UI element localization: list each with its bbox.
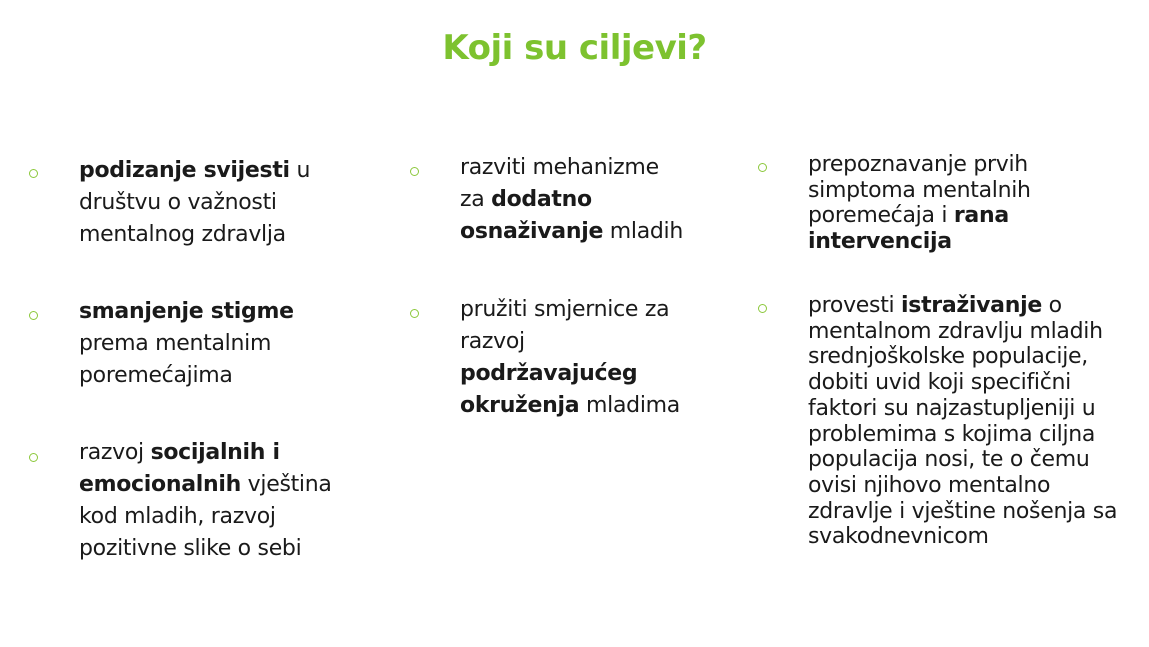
bold-text-run: okruženja	[460, 393, 580, 418]
bullet-circle-icon	[29, 453, 38, 462]
item-text-line	[460, 152, 683, 184]
bold-text-run: istraživanje	[901, 293, 1042, 318]
item-text-line	[808, 293, 1117, 319]
text-run: mladih	[603, 219, 684, 244]
bullet-circle-icon	[410, 167, 419, 176]
text-run: za	[460, 187, 492, 212]
text-run: prepoznavanje prvih	[808, 152, 1028, 177]
text-run: prema mentalnim	[79, 331, 272, 356]
text-run: zdravlje i vještine nošenja sa	[808, 498, 1118, 524]
bullet-circle-icon	[758, 163, 767, 172]
item-text-line	[808, 422, 1117, 448]
bullet-circle-icon	[410, 309, 419, 318]
bullet-circle-icon	[29, 169, 38, 178]
bold-text-run: socijalnih i	[150, 440, 280, 465]
text-run: vještina	[240, 472, 332, 497]
item-text-line	[79, 533, 332, 565]
text-run: u	[289, 158, 311, 183]
text-run: mladima	[579, 393, 680, 418]
item-text-line	[79, 296, 294, 328]
text-run: dobiti uvid koji specifični	[808, 370, 1071, 396]
bold-text-run: podizanje svijesti	[79, 158, 290, 183]
item-text-line	[79, 219, 310, 251]
bold-text-run: podržavajućeg	[460, 361, 638, 386]
item-text-line	[808, 473, 1117, 499]
bold-text-run: intervencija	[808, 229, 952, 255]
text-run: ovisi njihovo mentalno	[808, 472, 1051, 498]
goal-item-social-emotional-skills	[79, 437, 332, 565]
text-run: svakodnevnicom	[808, 524, 989, 550]
text-run: simptoma mentalnih	[808, 177, 1031, 203]
item-text-line	[460, 326, 680, 358]
item-text-line	[79, 501, 332, 533]
text-run: pozitivne slike o sebi	[79, 536, 302, 561]
text-run: pružiti smjernice za	[460, 297, 670, 322]
text-run: razvoj	[460, 329, 525, 354]
text-run: poremećajima	[79, 363, 233, 388]
item-text-line	[808, 447, 1117, 473]
item-text-line	[808, 344, 1117, 370]
bullet-circle-icon	[29, 311, 38, 320]
item-text-line	[460, 184, 683, 216]
text-run: populacija nosi, te o čemu	[808, 447, 1090, 473]
text-run: društvu o važnosti	[79, 190, 277, 215]
item-text-line	[460, 216, 683, 248]
item-text-line	[79, 155, 310, 187]
goal-item-empowerment-mechanisms	[460, 152, 683, 248]
bold-text-run: smanjenje stigme	[79, 299, 294, 324]
text-run: mentalnom zdravlju mladih	[808, 318, 1103, 344]
goal-item-reduce-stigma	[79, 296, 294, 392]
goal-item-research	[808, 293, 1117, 550]
goal-item-raise-awareness	[79, 155, 310, 251]
text-run: poremećaja i	[808, 203, 954, 229]
item-text-line	[808, 152, 1031, 178]
item-text-line	[808, 203, 1031, 229]
text-run: srednjoškolske populacije,	[808, 344, 1088, 370]
item-text-line	[808, 370, 1117, 396]
bold-text-run: emocionalnih	[79, 472, 241, 497]
text-run: mentalnog zdravlja	[79, 222, 286, 247]
item-text-line	[79, 469, 332, 501]
item-text-line	[79, 360, 294, 392]
item-text-line	[79, 187, 310, 219]
text-run: o	[1041, 293, 1062, 318]
text-run: razviti mehanizme	[460, 155, 659, 180]
text-run: provesti	[808, 293, 902, 318]
item-text-line	[808, 396, 1117, 422]
item-text-line	[808, 229, 1031, 255]
text-run: kod mladih, razvoj	[79, 504, 276, 529]
item-text-line	[808, 524, 1117, 550]
slide-title: Koji su ciljevi?	[442, 28, 707, 68]
bullet-circle-icon	[758, 304, 767, 313]
item-text-line	[808, 499, 1117, 525]
goal-item-supportive-environment	[460, 294, 680, 422]
item-text-line	[808, 178, 1031, 204]
item-text-line	[808, 319, 1117, 345]
item-text-line	[79, 328, 294, 360]
bold-text-run: dodatno	[491, 187, 592, 212]
text-run: razvoj	[79, 440, 151, 465]
item-text-line	[460, 358, 680, 390]
bold-text-run: rana	[953, 203, 1009, 229]
item-text-line	[79, 437, 332, 469]
text-run: faktori su najzastupljeniji u	[808, 395, 1096, 421]
bold-text-run: osnaživanje	[460, 219, 604, 244]
item-text-line	[460, 294, 680, 326]
text-run: problemima s kojima ciljna	[808, 421, 1096, 447]
item-text-line	[460, 390, 680, 422]
goal-item-early-intervention	[808, 152, 1031, 255]
